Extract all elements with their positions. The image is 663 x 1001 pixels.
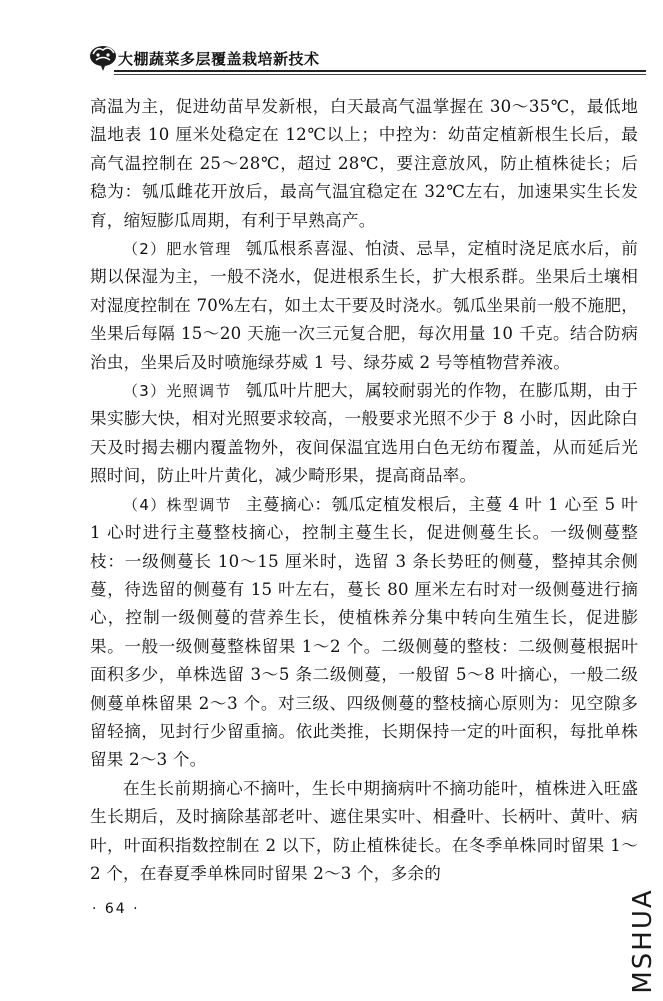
watermark [630,888,656,994]
header-rule [114,70,646,72]
paragraph-text: 在生长前期摘心不摘叶，生长中期摘病叶不摘功能叶，植株进入旺盛生长期后，及时摘除基部老叶、遮住果实叶、相叠叶、长柄叶、黄叶、病叶，叶面积指数控制在 2 以下，防止植株徒长。在冬季单株同时留果 1～2 个，在春夏季单株同时留果 2～3 个，多余的 [90,778,638,883]
page-number: · 64 · [92,901,140,917]
paragraph-text: 瓠瓜根系喜湿、怕渍、忌旱，定植时浇足底水后，前期以保湿为主，一般不浇水，促进根系生长，扩大根系群。坐果后土壤相对湿度控制在 70%左右，如土太干要及时浇水。瓠瓜坐果前一般不施肥，坐果后每隔 15～20 天施一次三元复合肥，每次用量 10 千克。结合防病治虫，坐果后及时喷施绿芬威 1 号、绿芬威 2 号等植物营养液。 [90,239,638,372]
paragraph-fertilizer-water [90,235,638,377]
watermark-text: MSHUA [628,888,658,994]
paragraph-temperature [90,93,638,235]
section-heading: （2）肥水管理 [123,240,232,259]
book-title: 大棚蔬菜多层覆盖栽培新技术 [118,50,320,68]
section-heading: （4）株型调节 [123,495,232,514]
body-text [90,93,638,888]
paragraph-leaf-removal [90,775,638,889]
paragraph-plant-shape [90,491,638,775]
section-heading: （3）光照调节 [123,382,232,401]
header-rule-thin [114,74,646,75]
paragraph-text: 高温为主，促进幼苗早发新根，白天最高气温掌握在 30～35℃，最低地温地表 10 厘米处稳定在 12℃以上；中控为：幼苗定植新根生长后，最高气温控制在 25～28℃，超过 28℃，要注意放风，防止植株徒长；后稳为：瓠瓜雌花开放后，最高气温宜稳定在 32℃左右，加速果实生长发育，缩短膨瓜周期，有利于早熟高产。 [90,97,638,230]
paragraph-text: 瓠瓜叶片肥大，属较耐弱光的作物，在膨瓜期，由于果实膨大快，相对光照要求较高，一般要求光照不少于 8 小时，因此除白天及时揭去棚内覆盖物外，夜间保温宜选用白色无纺布覆盖，从而延后光照时间，防止叶片黄化，减少畸形果，提高商品率。 [90,381,638,486]
running-header [88,38,648,78]
vegetable-logo-icon [88,42,118,72]
paragraph-light [90,377,638,491]
paragraph-text: 主蔓摘心：瓠瓜定植发根后，主蔓 4 叶 1 心至 5 叶 1 心时进行主蔓整枝摘心，控制主蔓生长，促进侧蔓生长。一级侧蔓整枝：一级侧蔓长 10～15 厘米时，选留 3 条长势旺的侧蔓，整掉其余侧蔓，待选留的侧蔓有 15 叶左右，蔓长 80 厘米左右时对一级侧蔓进行摘心，控制一级侧蔓的营养生长，使植株养分集中转向生殖生长，促进膨果。一般一级侧蔓整株留果 1～2 个。二级侧蔓的整枝：二级侧蔓根据叶面积多少，单株选留 3～5 条二级侧蔓，一般留 5～8 叶摘心，一般二级侧蔓单株留果 2～3 个。对三级、四级侧蔓的整枝摘心原则为：见空隙多留轻摘，见封行少留重摘。依此类推，长期保持一定的叶面积，每批单株留果 2～3 个。 [90,494,638,770]
